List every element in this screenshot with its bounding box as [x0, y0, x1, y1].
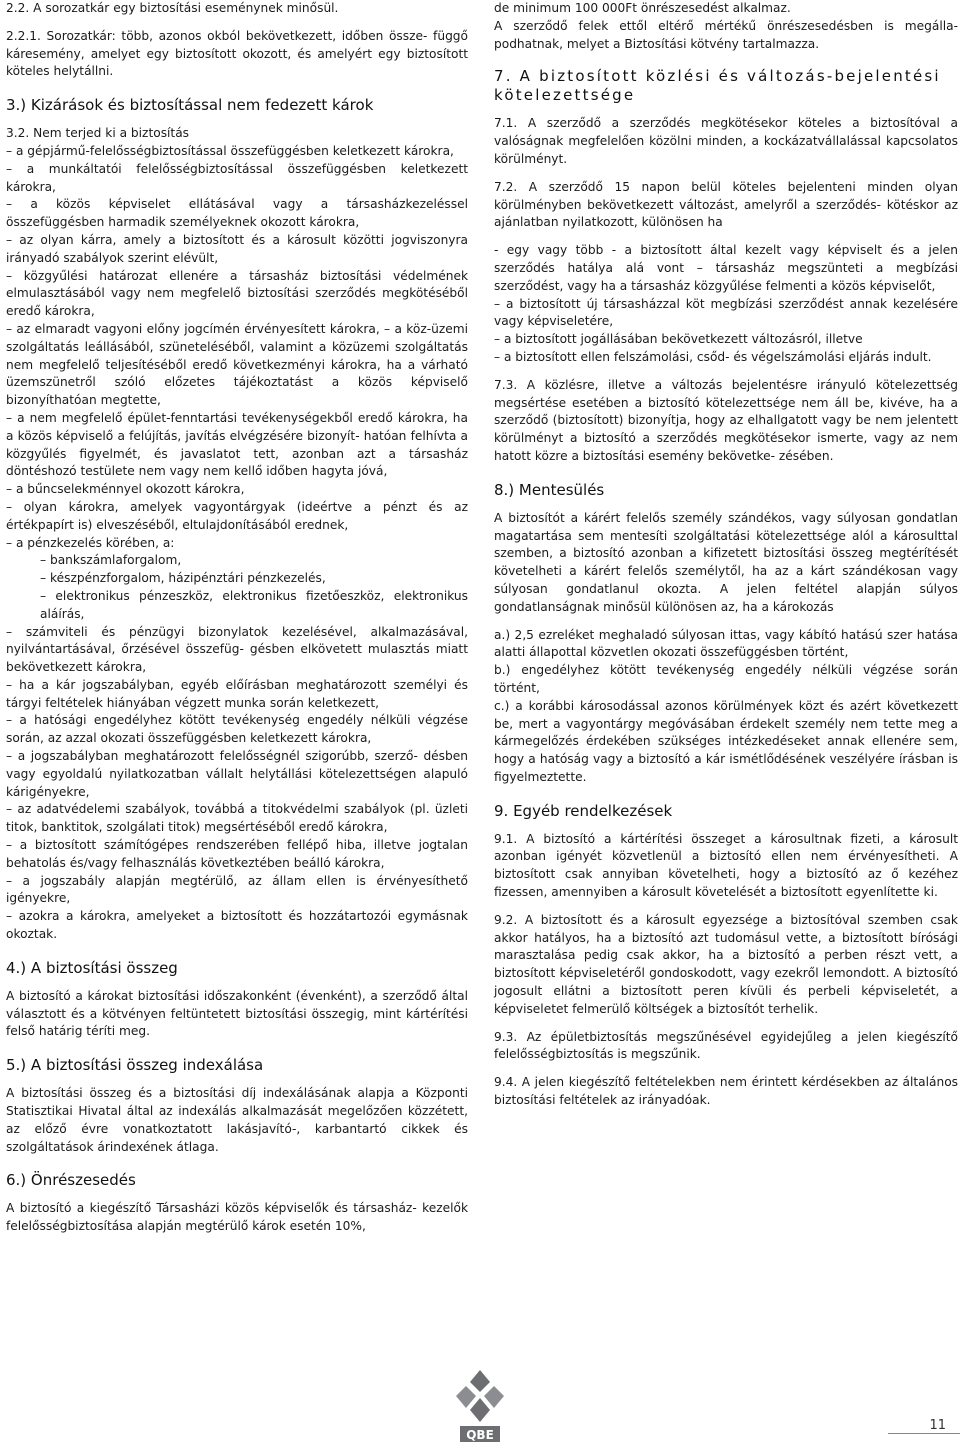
paragraph-9-3: 9.3. Az épületbiztosítás megszűnésével egyidejűleg a jelen kiegészítő felelősségbiztosítás is megszűnik.: [494, 1029, 958, 1062]
sub-list-item: – bankszámlaforgalom,: [40, 553, 182, 568]
brand-text: QBE: [466, 1428, 494, 1442]
list-item: – közgyűlési határozat ellenére a társasház biztosítási védelmének elmulasztásából vagy nem megfelelő biztosítási szerződés megkötéséből eredő károkra,: [6, 268, 468, 319]
qbe-logo-icon: [452, 1368, 508, 1444]
list-item: – a biztosított számítógépes rendszerében fellépő hiba, illetve jogtalan behatolás és/vagy felhasználás következtében beálló károkra,: [6, 838, 468, 870]
list-item: – az adatvédelemi szabályok, továbbá a titokvédelmi szabályok (pl. üzleti titok, banktitok, szolgálati titok) megsértéséből eredő károkra,: [6, 802, 468, 835]
list-item: – az elmaradt vagyoni előny jogcímén érvényesített károkra, – a köz-üzemi szolgáltatás leállásából, szüneteléséből, valamint a közüzemi szolgáltatás nem megfelelő teljesítéséből eredő következményi károkra, ha a várható üzemszünetről szóló előzetes tájékoztatást a közös képviselő bizonyíthatóan megtette,: [6, 321, 468, 408]
page-corner-rule: [888, 1433, 960, 1448]
paragraph-9-2: 9.2. A biztosított és a károsult egyezsége a biztosítóval szemben csak akkor hatályos, ha a biztosító azt tudomásul vette, a biztosított bírósági marasztalása pedig csak akkor, ha a biztosító a perben részt vett, a biztosított képviseletéről gondoskodott, vagy ezekről lemondott. A biztosító jogosult ellátni a biztosított peren kívüli és perbeli képviseletét, a képviseletet felmerülő költségek a biztosítót terhelik.: [494, 912, 958, 1016]
paragraph-8: A biztosítót a kárért felelős személy szándékos, vagy súlyosan gondatlan magatartása sem mentesíti szolgáltatási kötelezettsége alól a károsulttal szemben, a biztosító azonban a kifizetett biztosítási összeg megtérítését követelheti a kárért felelős személytől, ha az a kárt szándékosan vagy súlyosan gondatlanul okozta. A jelen feltétel alapján súlyos gondatlanságnak minősül különösen az, ha a károkozás: [494, 510, 958, 614]
paragraph-6-deviation: A szerződő felek ettől eltérő mértékű önrészesedésben is megálla- podhatnak, melyet a Biztosítási kötvény tartalmazza.: [494, 18, 958, 51]
paragraph-9-1: 9.1. A biztosító a kártérítési összeget a károsultnak fizeti, a károsult azonban igényét közvetlenül a biztosító ellen nem érvényesítheti. A biztosított csak annyiban követelheti, hogy a biztosító az ő kezéhez fizessen, amennyiben a károsult követelését a biztosított egyenlítette ki.: [494, 831, 958, 900]
list-item: – azokra a károkra, amelyeket a biztosított és hozzátartozói egymásnak okoztak.: [6, 909, 468, 942]
paragraph-2-2-1: 2.2.1. Sorozatkár: több, azonos okból bekövetkezett, időben össze- függő káresemény, amelyet egy biztosított okozott, és amelyért egy biztosított köteles helytállni.: [6, 28, 468, 79]
list-item: – a pénzkezelés körében, a:: [6, 535, 175, 550]
paragraph-8-c: c.) a korábbi károsodással azonos körülmények közt és azért következett be, mert a vagyontárgy megóvásában érdekelt személy nem tette meg a kármegelőzés érdekében szükséges intézkedéseket annak ellenére sem, hogy a hatóság vagy a biztosító a kár ismétlődésének veszélyére írásban is figyelmeztette.: [494, 698, 958, 784]
paragraph-2-2: 2.2. A sorozatkár egy biztosítási eseménynek minősül.: [6, 1, 339, 15]
sub-list-item: – elektronikus pénzeszköz, elektronikus fizetőeszköz, elektronikus aláírás,: [40, 588, 468, 621]
paragraph-7-1: 7.1. A szerződő a szerződés megkötésekor köteles a biztosítóval a valóságnak megfelelően közölni minden, a kockázatvállalással kapcsolatos körülményt.: [494, 116, 958, 166]
list-item: – számviteli és pénzügyi bizonylatok kezelésével, alkalmazásával, nyilvántartásával, őrzésével összefüg- gésben elkövetett mulasztás miatt bekövetkezett károkra,: [6, 624, 468, 675]
list-item: – a jogszabályban meghatározott felelősségnél szigorúbb, szerző- désben vagy egyoldalú nyilatkozatban vállalt helytállási kötelezettségen alapuló kárigényekre,: [6, 749, 468, 799]
heading-4: 4.) A biztosítási összeg: [6, 958, 178, 977]
list-item: – a biztosított ellen felszámolási, csőd- és végelszámolási eljárás indult.: [494, 349, 932, 364]
list-item: – ha a kár jogszabályban, egyéb előírásban meghatározott személyi és tárgyi feltételek hiányában végzett munka során keletkezett,: [6, 677, 468, 710]
list-item: – az olyan kárra, amely a biztosított és a károsult közötti jogviszonyra irányadó szabályok szerint elévült,: [6, 232, 468, 265]
heading-8: 8.) Mentesülés: [494, 480, 605, 499]
list-item: – a biztosított új társasházzal köt megbízási szerződést annak kezelésére vagy képviseletére,: [494, 296, 958, 329]
paragraph-4: A biztosító a károkat biztosítási időszakonként (évenként), a szerződő által választott és a kötvényen feltüntetett biztosítási összegig, mint kártérítési felső határig téríti meg.: [6, 988, 468, 1039]
heading-6: 6.) Önrészesedés: [6, 1171, 136, 1190]
paragraph-8-b: b.) engedélyhez kötött tevékenység engedély nélküli végzése során történt,: [494, 663, 958, 695]
list-item: – a munkáltatói felelősségbiztosítással összefüggésben keletkezett károkra,: [6, 161, 468, 194]
qbe-logo: [452, 1368, 508, 1444]
paragraph-9-4: 9.4. A jelen kiegészítő feltételekben nem érintett kérdésekben az általános biztosítási feltételek az irányadóak.: [494, 1075, 958, 1108]
list-item: – olyan károkra, amelyek vagyontárgyak (ideértve a pénzt és az értékpapírt is) elveszéséből, eltulajdonításából erednek,: [6, 499, 468, 532]
list-item: – a közös képviselet ellátásával vagy a társasházkezeléssel összefüggésben harmadik személyeknek okozott károkra,: [6, 197, 468, 230]
left-column: [6, 0, 468, 1236]
list-item: – a nem megfelelő épület-fenntartási tevékenységekből eredő károkra, ha a közös képviselő a felújítás, javítás elvégzésére bizonyít- hatóan felhívta a közgyűlés figyelmét, és javaslatot tett, azonban azt a társasház döntéshozó testülete nem vagy nem kellő időben hagyta jóvá,: [6, 410, 468, 479]
heading-9: 9. Egyéb rendelkezések: [494, 801, 673, 820]
list-item: – a hatósági engedélyhez kötött tevékenység engedély nélküli végzése során, az azzal okozati összefüggésben keletkezett károkra,: [6, 713, 468, 746]
list-item: – a biztosított jogállásában bekövetkezett változásról, illetve: [494, 332, 863, 347]
paragraph-6: A biztosító a kiegészítő Társasházi közös képviselők és társasház- kezelők felelősségbiztosítása alapján megtérülő károk esetén 10%,: [6, 1201, 468, 1234]
heading-5: 5.) A biztosítási összeg indexálása: [6, 1056, 264, 1075]
list-item: – a bűncselekménnyel okozott károkra,: [6, 482, 245, 497]
heading-7: 7. A biztosított közlési és változás-bejelentési kötelezettsége: [494, 67, 941, 105]
list-item: – a jogszabály alapján megtérülő, az állam ellen is érvényesíthető igényekre,: [6, 873, 468, 906]
page-number: 11: [929, 1418, 946, 1433]
list-item: - egy vagy több - a biztosított által kezelt vagy képviselt és a jelen szerződés hatálya alá vont – társasház megszünteti a megbízási szerződést, vagy ha a társasház közgyűlése felmenti a közös képviselőt,: [494, 243, 958, 293]
paragraph-7-3: 7.3. A közlésre, illetve a változás bejelentésre irányuló kötelezettség megsértése esetében a biztosító kötelezettsége nem áll be, kivéve, ha a szerződő (biztosított) bizonyítja, hogy az elhallgatott vagy be nem jelentett körülményt a biztosító a szerződés megkötésekor ismerte, vagy az nem hatott közre a biztosítási esemény bekövetke- zésében.: [494, 377, 958, 463]
paragraph-5: A biztosítási összeg és a biztosítási díj indexálásának alapja a Központi Statisztikai Hivatal által az indexálás alkalmazását megelőzően közzétett, az előző évre vonatkoztatott lakásjavító-, karbantartó cikkek és szolgáltatások árindexének átlaga.: [6, 1086, 468, 1154]
sub-list-item: – készpénzforgalom, házipénztári pénzkezelés,: [40, 571, 326, 586]
paragraph-8-a: a.) 2,5 ezreléket meghaladó súlyosan ittas, vagy kábító hatású szer hatása alatti állapottal közvetlen okozati összefüggésben történt,: [494, 627, 958, 660]
list-item: – a gépjármű-felelősségbiztosítással összefüggésben keletkezett károkra,: [6, 143, 454, 158]
paragraph-6-continued: de minimum 100 000Ft önrészesedést alkalmaz.: [494, 1, 791, 15]
right-column: [494, 0, 958, 1110]
paragraph-7-2: 7.2. A szerződő 15 napon belül köteles bejelenteni minden olyan körülményben bekövetkezett változást, amelyről a szerződés- kötéskor az ajánlatban nyilatkozott, különösen ha: [494, 179, 958, 230]
paragraph-3-2: 3.2. Nem terjed ki a biztosítás: [6, 126, 190, 141]
heading-3: 3.) Kizárások és biztosítással nem fedezett károk: [6, 96, 374, 115]
